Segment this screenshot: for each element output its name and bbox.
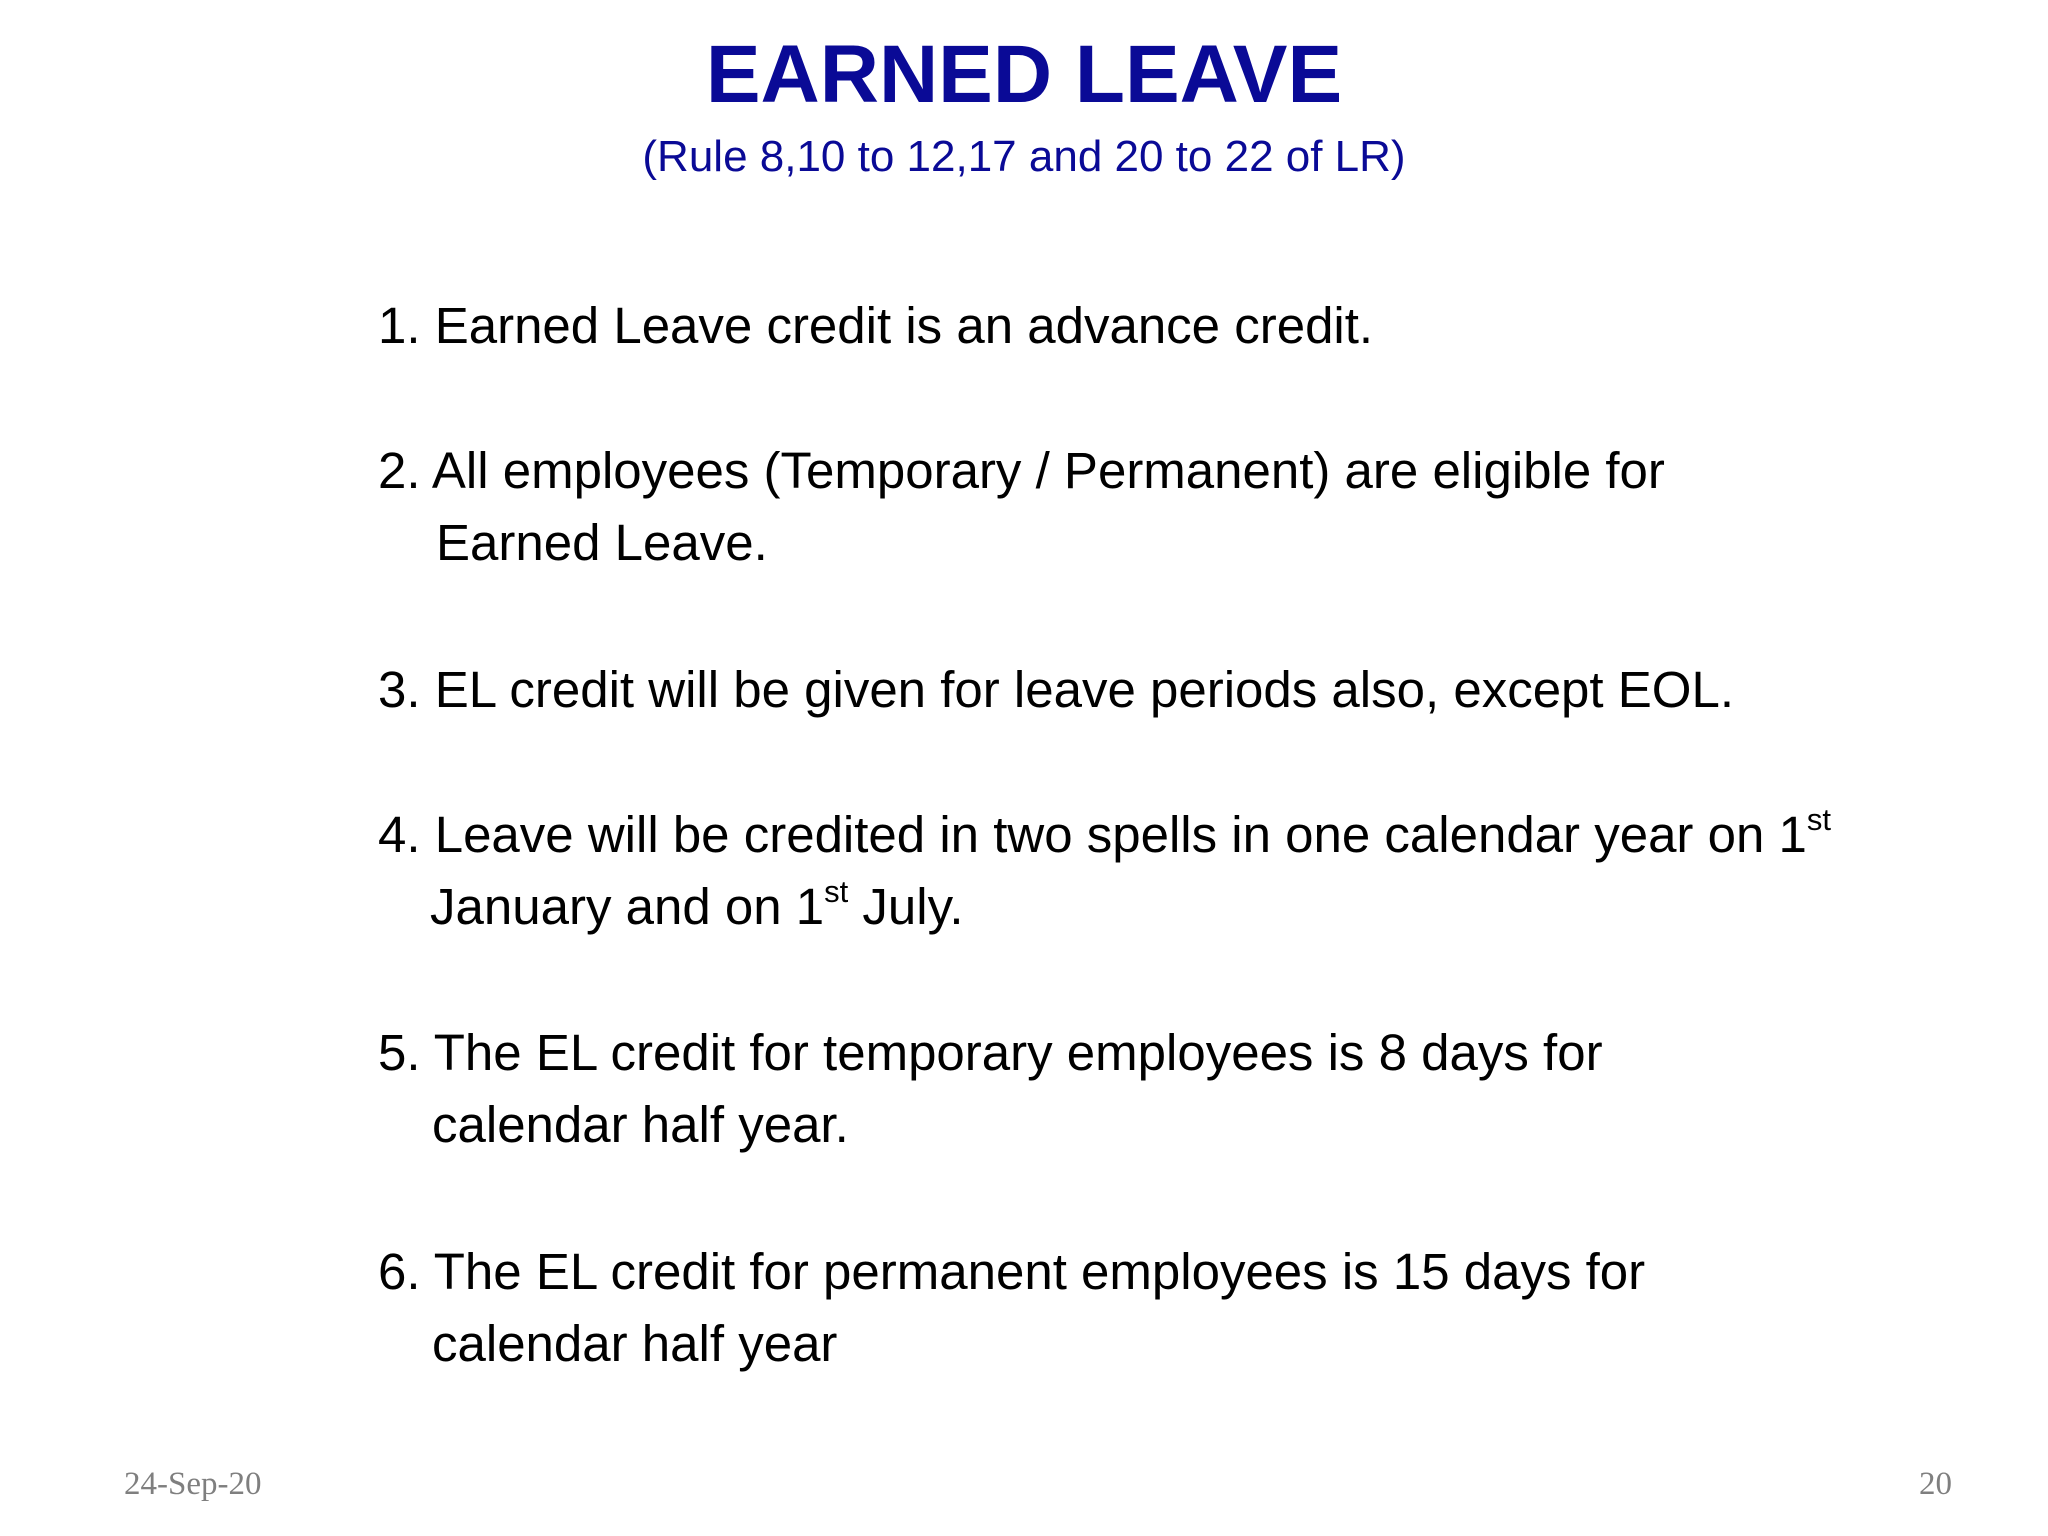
point-4-line-2-text: January and on 1 <box>430 878 825 935</box>
point-3 <box>378 654 1734 726</box>
point-2 <box>378 435 1665 579</box>
point-4-line-2-end: July. <box>848 878 964 935</box>
point-4 <box>378 799 1831 943</box>
point-4-line-2 <box>378 871 1831 943</box>
point-2-line-1: 2. All employees (Temporary / Permanent) are eligible for <box>378 442 1665 499</box>
slide-subtitle: (Rule 8,10 to 12,17 and 20 to 22 of LR) <box>642 132 1406 181</box>
footer-date: 24-Sep-20 <box>124 1466 262 1502</box>
point-4-line-1 <box>378 802 1831 863</box>
point-1 <box>378 290 1373 362</box>
point-5-line-2: calendar half year. <box>432 1096 849 1153</box>
slide-title: EARNED LEAVE <box>705 29 1343 120</box>
footer-page-number: 20 <box>1919 1466 1952 1502</box>
point-1-line-1: 1. Earned Leave credit is an advance credit. <box>378 297 1374 354</box>
point-2-line-2: Earned Leave. <box>436 514 768 571</box>
point-3-line-1: 3. EL credit will be given for leave periods also, except EOL. <box>378 661 1734 718</box>
point-4-line-2-superscript: st <box>824 874 849 909</box>
point-4-line-1-superscript: st <box>1806 802 1831 837</box>
point-6-line-2: calendar half year <box>432 1315 838 1372</box>
point-5 <box>378 1017 1603 1161</box>
point-4-line-1-text: 4. Leave will be credited in two spells in one calendar year on 1 <box>378 806 1807 863</box>
point-6 <box>378 1236 1645 1380</box>
point-5-line-1: 5. The EL credit for temporary employees is 8 days for <box>378 1024 1603 1081</box>
point-6-line-1: 6. The EL credit for permanent employees is 15 days for <box>378 1243 1646 1300</box>
